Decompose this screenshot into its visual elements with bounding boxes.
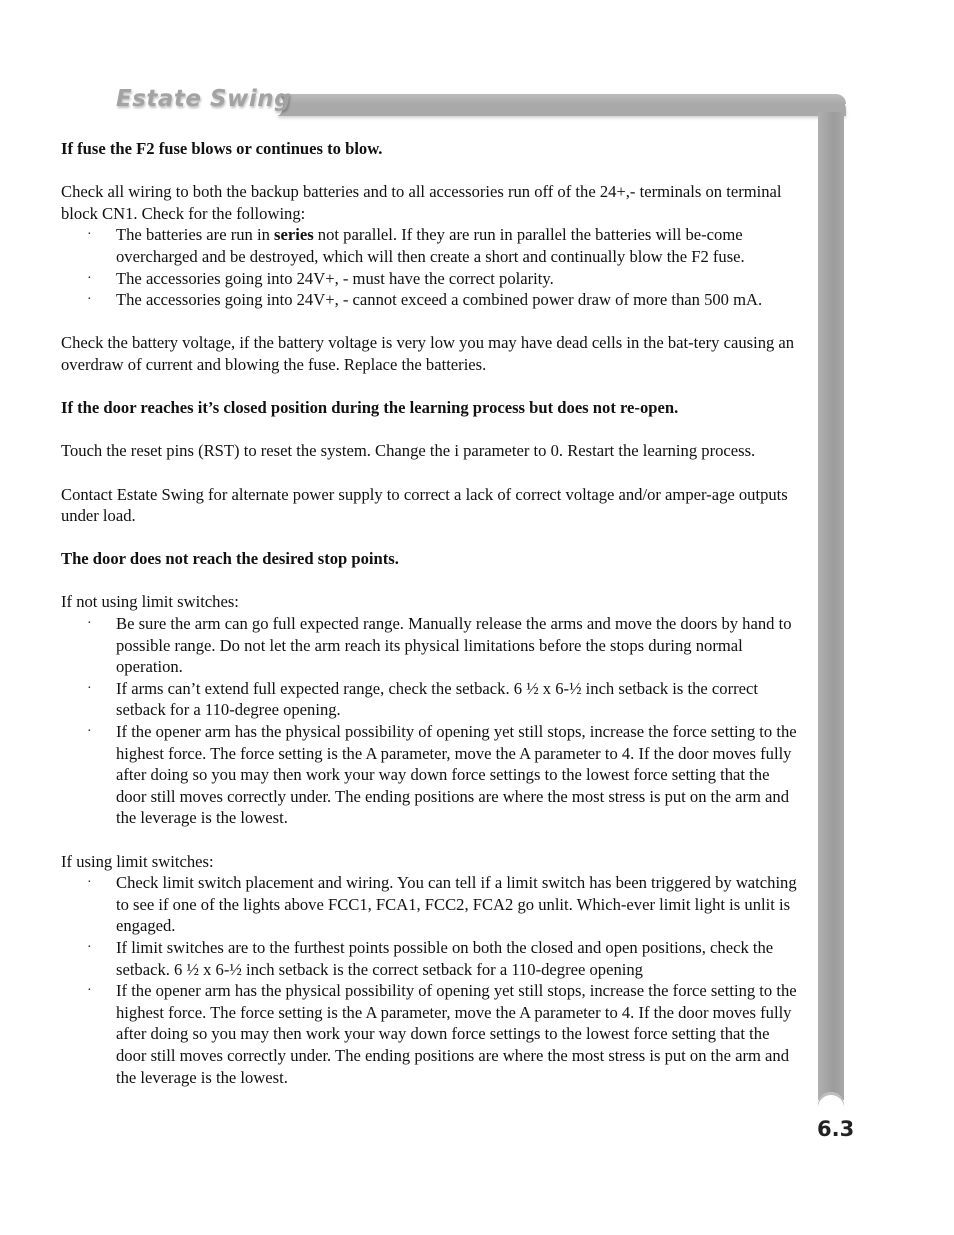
section-heading-fuse: If fuse the F2 fuse blows or continues to blow. [61,139,383,158]
list-item: · The accessories going into 24V+, - must have the correct polarity. [87,268,554,288]
page-content [61,138,801,1088]
list-item: · If the opener arm has the physical possibility of opening yet still stops, increase the force setting to the highest force. The force setting is the A parameter, move the A parameter to 4. If the door moves fully after doing so you may then work your way down force settings to the lowest force setting that the door still moves correctly under. The ending positions are where the most stress is put on the arm and the leverage is the lowest. [87,722,797,828]
bullet-icon: · [87,680,92,696]
list-item: · If limit switches are to the furthest points possible on both the closed and open positions, check the setback. 6 ½ x 6-½ inch setback is the correct setback for a 110-degree opening [87,937,774,979]
page-number: 6.3 [817,1117,855,1141]
section-heading-stop-points: The door does not reach the desired stop points. [61,549,399,569]
fuse-bullet-list [61,224,801,310]
bullet-icon: · [87,983,92,999]
no-limit-intro: If not using limit switches: [61,592,239,612]
fuse-intro: Check all wiring to both the backup batteries and to all accessories run off of the 24+,- terminals on terminal block CN1. Check for the following: [61,182,782,223]
reopen-paragraph-2: Contact Estate Swing for alternate power supply to correct a lack of correct voltage and/or amper-age outputs under load. [61,484,788,526]
no-limit-bullet-list [61,613,801,829]
section-heading-reopen: If the door reaches it’s closed position during the learning process but does not re-open. [61,398,679,418]
bullet-icon: · [87,292,92,308]
list-item: · The accessories going into 24V+, - cannot exceed a combined power draw of more than 500 mA. [87,290,763,310]
list-item: · Be sure the arm can go full expected range. Manually release the arms and move the doors by hand to possible range. Do not let the arm reach its physical limitations before the stops during normal operation. [87,614,792,677]
header-title: Estate Swing [116,86,292,112]
bullet-icon: · [87,939,92,955]
list-item: · If arms can’t extend full expected range, check the setback. 6 ½ x 6-½ inch setback is the correct setback for a 110-degree opening. [87,678,758,720]
bullet-icon: · [87,616,92,632]
reopen-paragraph-1: Touch the reset pins (RST) to reset the system. Change the i parameter to 0. Restart the learning process. [61,441,756,461]
bullet-icon: · [87,724,92,740]
list-item: · If the opener arm has the physical possibility of opening yet still stops, increase the force setting to the highest force. The force setting is the A parameter, move the A parameter to 4. If the door moves fully after doing so you may then work your way down force settings to the lowest force setting that the door still moves correctly under. The ending positions are where the most stress is put on the arm and the leverage is the lowest. [87,981,797,1087]
bullet-icon: · [87,875,92,891]
side-bar [818,112,844,1100]
header-banner [278,94,846,116]
list-item: · The batteries are run in series not parallel. If they are run in parallel the batteries will be-come overcharged and be destroyed, which will then create a short and continually blow the F2 fuse. [87,225,745,266]
limit-bullet-list [61,872,801,1088]
bullet-icon: · [87,270,92,286]
fuse-outro: Check the battery voltage, if the battery voltage is very low you may have dead cells in the bat-tery causing an overdraw of current and blowing the fuse. Replace the batteries. [61,333,795,374]
bullet-icon: · [87,227,92,243]
list-item: · Check limit switch placement and wiring. You can tell if a limit switch has been triggered by watching to see if one of the lights above FCC1, FCA1, FCC2, FCA2 go unlit. Which-ever limit light is unlit is engaged. [87,873,797,936]
limit-intro: If using limit switches: [61,851,214,871]
